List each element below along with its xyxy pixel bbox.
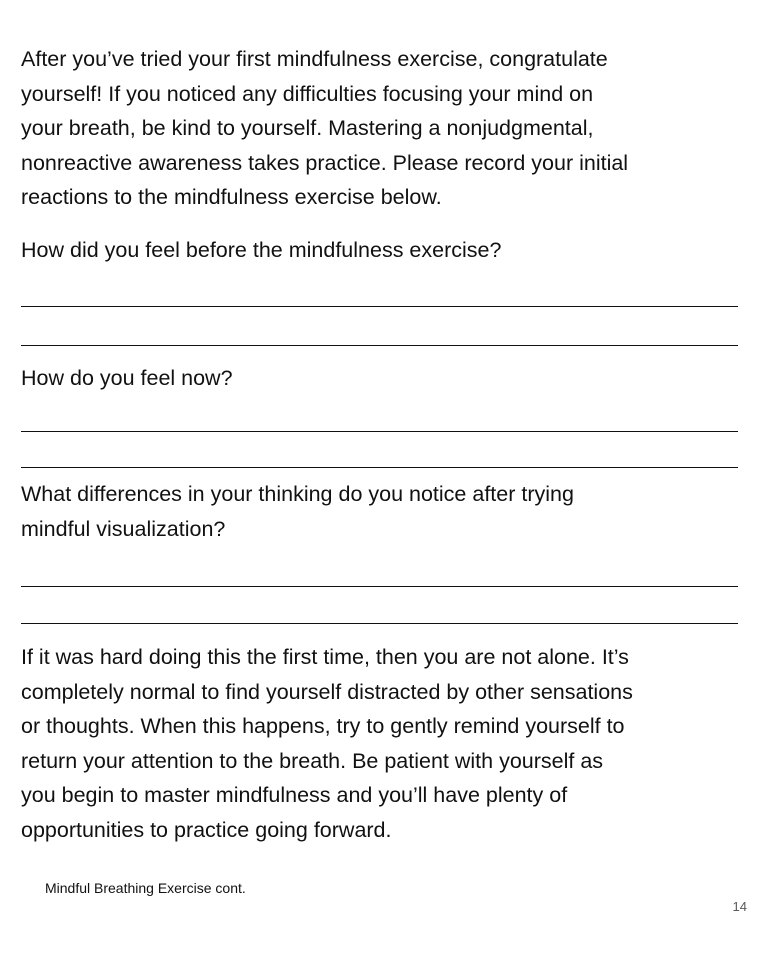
answer-line-differences-2	[21, 623, 738, 624]
page-number: 14	[732, 899, 747, 914]
closing-line: If it was hard doing this the first time, then you are not alone. It’s	[21, 645, 629, 669]
answer-line-differences-1	[21, 586, 738, 587]
question-before	[21, 233, 756, 268]
question-text: How do you feel now?	[21, 366, 233, 390]
closing-line: you begin to master mindfulness and you’ll have plenty of	[21, 783, 568, 808]
question-now	[21, 361, 756, 396]
closing-line: completely normal to find yourself distracted by other sensations	[21, 679, 633, 704]
answer-line-now-1	[21, 431, 738, 432]
closing-line: opportunities to practice going forward.	[21, 817, 392, 842]
answer-line-before-2	[21, 345, 738, 346]
closing-line: or thoughts. When this happens, try to gently remind yourself to	[21, 714, 625, 739]
question-text: How did you feel before the mindfulness exercise?	[21, 238, 502, 262]
closing-line: return your attention to the breath. Be patient with yourself as	[21, 748, 604, 773]
intro-line: After you’ve tried your first mindfulness exercise, congratulate	[21, 47, 608, 71]
question-text: mindful visualization?	[21, 516, 226, 541]
question-differences	[21, 477, 756, 546]
intro-line: yourself! If you noticed any difficulties focusing your mind on	[21, 81, 594, 106]
answer-line-now-2	[21, 467, 738, 468]
answer-line-before-1	[21, 306, 738, 307]
intro-line: nonreactive awareness takes practice. Please record your initial	[21, 150, 629, 175]
closing-paragraph	[21, 640, 756, 848]
intro-line: reactions to the mindfulness exercise below.	[21, 185, 442, 210]
intro-line: your breath, be kind to yourself. Mastering a nonjudgmental,	[21, 116, 594, 141]
footer-title: Mindful Breathing Exercise cont.	[45, 880, 246, 896]
question-text: What differences in your thinking do you notice after trying	[21, 482, 574, 506]
intro-paragraph	[21, 42, 756, 215]
